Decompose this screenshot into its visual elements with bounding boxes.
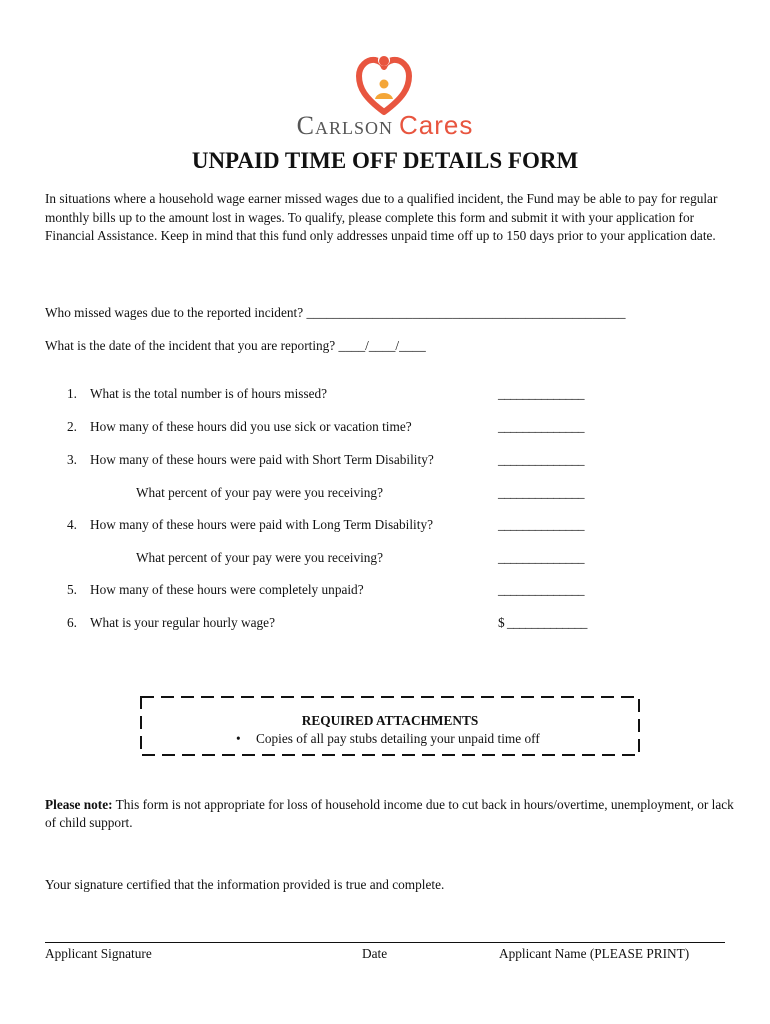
question-unpaid-hours: How many of these hours were completely unpaid? [90,582,364,597]
unpaid-hours-field[interactable]: ______________ [498,582,585,597]
question-sick-vacation-hours: How many of these hours did you use sick or vacation time? [90,419,412,434]
attachment-item-text: Copies of all pay stubs detailing your unpaid time off [256,731,540,746]
question-number: 3. [67,452,77,467]
form-title: UNPAID TIME OFF DETAILS FORM [191,148,579,173]
question-std-percent-pay: What percent of your pay were you receiving? [136,485,383,500]
question-number: 6. [67,615,77,630]
bullet-icon: • [236,731,241,746]
ltd-percent-pay-field[interactable]: ______________ [498,550,585,565]
applicant-name-label: Applicant Name (PLEASE PRINT) [499,946,690,961]
total-hours-missed-field[interactable]: ______________ [498,386,585,401]
applicant-signature-label: Applicant Signature [45,946,152,961]
please-note-text: This form is not appropriate for loss of household income due to cut back in hours/overtime, unemployment, or lack of child support. [45,797,734,830]
std-percent-pay-field[interactable]: ______________ [498,485,585,500]
question-short-term-disability-hours: How many of these hours were paid with Short Term Disability? [90,452,434,467]
attachments-title: REQUIRED ATTACHMENTS [301,713,479,728]
brand-name-carlson: Carlson [296,111,393,140]
brand-wordmark [0,110,770,141]
please-note-paragraph [45,796,735,832]
certification-statement: Your signature certified that the information provided is true and complete. [45,877,445,892]
brand-name-cares: Cares [399,110,474,140]
question-long-term-disability-hours: How many of these hours were paid with Long Term Disability? [90,517,433,532]
please-note-label: Please note: [45,797,113,812]
incident-date-label: What is the date of the incident that you are reporting? [45,338,339,353]
incident-date-field[interactable]: ____/____/____ [338,338,426,353]
question-number: 1. [67,386,77,401]
question-number: 2. [67,419,77,434]
question-total-hours-missed: What is the total number is of hours missed? [90,386,328,401]
carlson-cares-logo-icon [355,54,413,116]
incident-date-line [45,338,426,354]
signature-line[interactable] [45,942,725,943]
question-ltd-percent-pay: What percent of your pay were you receiving? [136,550,383,565]
short-term-disability-hours-field[interactable]: ______________ [498,452,585,467]
who-missed-label: Who missed wages due to the reported incident? [45,305,307,320]
question-number: 5. [67,582,77,597]
long-term-disability-hours-field[interactable]: ______________ [498,517,585,532]
question-number: 4. [67,517,77,532]
question-hourly-wage: What is your regular hourly wage? [90,615,275,630]
attachment-list-item [236,731,540,747]
sick-vacation-hours-field[interactable]: ______________ [498,419,585,434]
date-label: Date [362,946,388,961]
who-missed-field[interactable]: ________________________________________________ [306,305,626,320]
who-missed-wages-line [45,305,626,321]
hourly-wage-field[interactable]: $ _____________ [498,615,587,630]
intro-paragraph: In situations where a household wage earner missed wages due to a qualified incident, the Fund may be able to pay for regular monthly bills up to the amount lost in wages. To qualify, please complete this form and submit it with your application for Financial Assistance. Keep in mind that this fund only addresses unpaid time off up to 150 days prior to your application date. [45,191,718,243]
